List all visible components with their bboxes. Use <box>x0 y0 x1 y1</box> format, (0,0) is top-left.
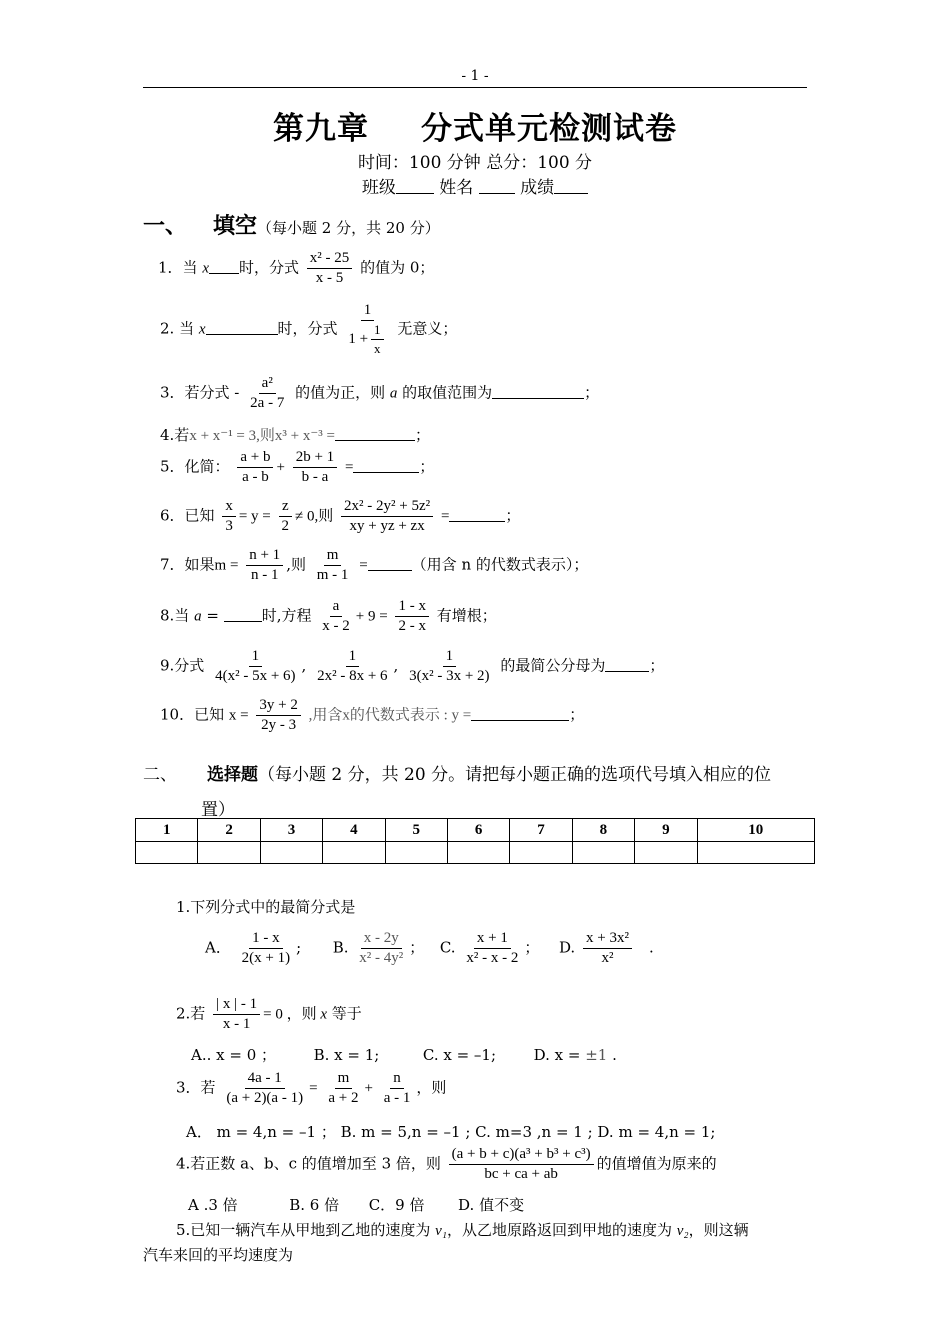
fill-question-3: 3．若分式 - $\frac{\text{a²}}{2a - 7}$ 的值为正，则 a 的取值范围为 ； <box>160 375 600 411</box>
q6-blank[interactable] <box>449 507 505 522</box>
header-rule <box>143 87 807 88</box>
student-info-line: 班级 姓名 成绩 <box>0 173 950 198</box>
answer-cell[interactable] <box>510 842 572 864</box>
answer-header: 10 <box>697 819 814 842</box>
answer-cell[interactable] <box>635 842 697 864</box>
choice-question-5-line2: 汽车来回的平均速度为 <box>143 1246 294 1264</box>
page-number: - 1 - <box>461 68 489 84</box>
section2-heading: 二、 选择题（每小题 2 分，共 20 分。请把每小题正确的选项代号填入相应的位 <box>143 765 772 785</box>
option-c[interactable]: C. $\frac{x + 1}{\text{x² - x - 2}}$ ； <box>439 930 540 966</box>
q9-blank[interactable] <box>605 657 649 672</box>
q4-blank[interactable] <box>335 426 415 441</box>
answer-table-input-row <box>136 842 815 864</box>
fill-question-8: 8.当 a = 时,方程 $\frac{a}{x - 2}$ + 9 = $\frac{1 - x}{2 - x}$ 有增根； <box>160 598 497 634</box>
q2-fraction: 1 1 + $\frac{1}{x}$ <box>345 302 389 357</box>
q1-blank[interactable] <box>209 259 239 274</box>
option-d[interactable]: D. $\frac{\text{x + 3x²}}{\text{x²}}$ . <box>558 930 654 966</box>
fill-question-9: 9.分式 $\frac{1}{\text{4(x² - 5x + 6)}}$ , $\frac{1}{\text{2x² - 8x + 6}}$ , $\frac{1}{\text{3(x² - 3x + 2)}}$ 的最简公分母为 ； <box>160 648 665 684</box>
choice-question-3-stem: 3．若 $\frac{4a - 1}{(a + 2)(a - 1)}$ = $\frac{m}{a + 2}$ + $\frac{n}{a - 1}$ ，则 <box>176 1070 447 1106</box>
option-d[interactable]: D. 值不变 <box>458 1196 525 1214</box>
choice-question-2-stem: 2.若 $\frac{| x | - 1}{x - 1}$ = 0 ，则 x 等于 <box>176 996 362 1032</box>
class-blank[interactable] <box>396 179 434 194</box>
answer-header: 7 <box>510 819 572 842</box>
choice-question-1-stem: 1.下列分式中的最简分式是 <box>176 898 356 916</box>
q10-blank[interactable] <box>471 706 569 721</box>
choice-question-4-options <box>188 1194 524 1215</box>
answer-cell[interactable] <box>572 842 634 864</box>
answer-header: 1 <box>136 819 198 842</box>
score-blank[interactable] <box>554 179 588 194</box>
answer-cell[interactable] <box>447 842 509 864</box>
choice-question-1-options <box>205 930 654 967</box>
option-c[interactable]: C．9 倍 <box>368 1196 425 1214</box>
answer-header: 5 <box>385 819 447 842</box>
name-blank[interactable] <box>479 179 515 194</box>
answer-header: 2 <box>198 819 260 842</box>
option-a[interactable]: A． $\frac{1 - x}{2(x + 1)}$ ; <box>205 930 302 966</box>
section2-heading-cont: 置） <box>201 800 235 820</box>
option-c[interactable]: C. x = –1; <box>422 1046 497 1064</box>
choice-question-3-options[interactable]: A． m = 4,n = –1 ； B. m = 5,n = –1 ; C. m=3 ,n = 1 ; D. m = 4,n = 1; <box>186 1123 716 1141</box>
fill-question-6: 6．已知 $\frac{x}{3}$ = y = $\frac{z}{2}$ ≠ 0,则 $\frac{\text{2x² - 2y² + 5z²}}{xy + yz + zx}$ = ； <box>160 498 521 534</box>
time-score-line: 时间：100 分钟 总分：100 分 <box>357 153 593 173</box>
answer-header: 9 <box>635 819 697 842</box>
option-a[interactable]: A .3 倍 <box>188 1196 238 1214</box>
answer-cell[interactable] <box>385 842 447 864</box>
answer-header: 8 <box>572 819 634 842</box>
fill-question-1: 1．当 x 时，分式 $\frac{\text{x² - 25}}{x - 5}$ 的值为 0； <box>158 250 435 286</box>
answer-cell[interactable] <box>323 842 385 864</box>
q3-fraction: $\frac{\text{a²}}{2a - 7}$ <box>250 375 285 411</box>
fill-question-4: 4.若x + x⁻¹ = 3,则x³ + x⁻³ = ； <box>160 426 430 444</box>
answer-cell[interactable] <box>697 842 814 864</box>
q7-blank[interactable] <box>368 556 412 571</box>
option-a[interactable]: A.. x = 0 ； <box>191 1046 277 1064</box>
q5-blank[interactable] <box>353 458 419 473</box>
fill-question-7: 7．如果m = $\frac{n + 1}{n - 1}$ ,则 $\frac{m}{m - 1}$ = （用含 n 的代数式表示）； <box>160 547 589 583</box>
option-b[interactable]: B. 6 倍 <box>289 1196 340 1214</box>
q3-blank[interactable] <box>492 384 584 399</box>
answer-cell[interactable] <box>136 842 198 864</box>
answer-header: 6 <box>447 819 509 842</box>
option-b[interactable]: B. x = 1; <box>313 1046 380 1064</box>
answer-header: 4 <box>323 819 385 842</box>
q1-fraction: $\frac{\text{x² - 25}}{x - 5}$ <box>307 250 353 287</box>
answer-cell[interactable] <box>260 842 322 864</box>
answer-header: 3 <box>260 819 322 842</box>
option-b[interactable]: B. $\frac{x - 2y}{\text{x² - 4y²}}$ ； <box>332 930 425 966</box>
answer-table <box>135 818 815 864</box>
answer-table-header-row <box>136 819 815 842</box>
section1-heading: 一、 填空（每小题 2 分，共 20 分） <box>143 214 440 239</box>
q8-blank[interactable] <box>224 607 262 622</box>
fill-question-5: 5．化简： $\frac{a + b}{a - b}$ + $\frac{2b + 1}{b - a}$ = ； <box>160 449 435 485</box>
page-title: 第九章 分式单元检测试卷 <box>273 111 677 147</box>
q2-blank[interactable] <box>206 320 278 335</box>
answer-cell[interactable] <box>198 842 260 864</box>
choice-question-5-line1: 5.已知一辆汽车从甲地到乙地的速度为 v₁，从乙地原路返回到甲地的速度为 v₂，则这辆 <box>176 1221 749 1239</box>
fill-question-10: 10．已知 x = $\frac{3y + 2}{2y - 3}$ ,用含x的代数式表示 : y = ； <box>160 697 585 733</box>
choice-question-2-options <box>191 1044 617 1065</box>
choice-question-4-stem: 4.若正数 a、b、c 的值增加至 3 倍，则 $\frac{\text{(a + b + c)(a³ + b³ + c³)}}{bc + ca + ab}$ 的值增值为原来的 <box>176 1146 717 1182</box>
option-d[interactable]: D. x = ±1 . <box>533 1046 617 1064</box>
fill-question-2: 2. 当 x 时，分式 1 1 + $\frac{1}{x}$ 无意义； <box>160 302 458 356</box>
